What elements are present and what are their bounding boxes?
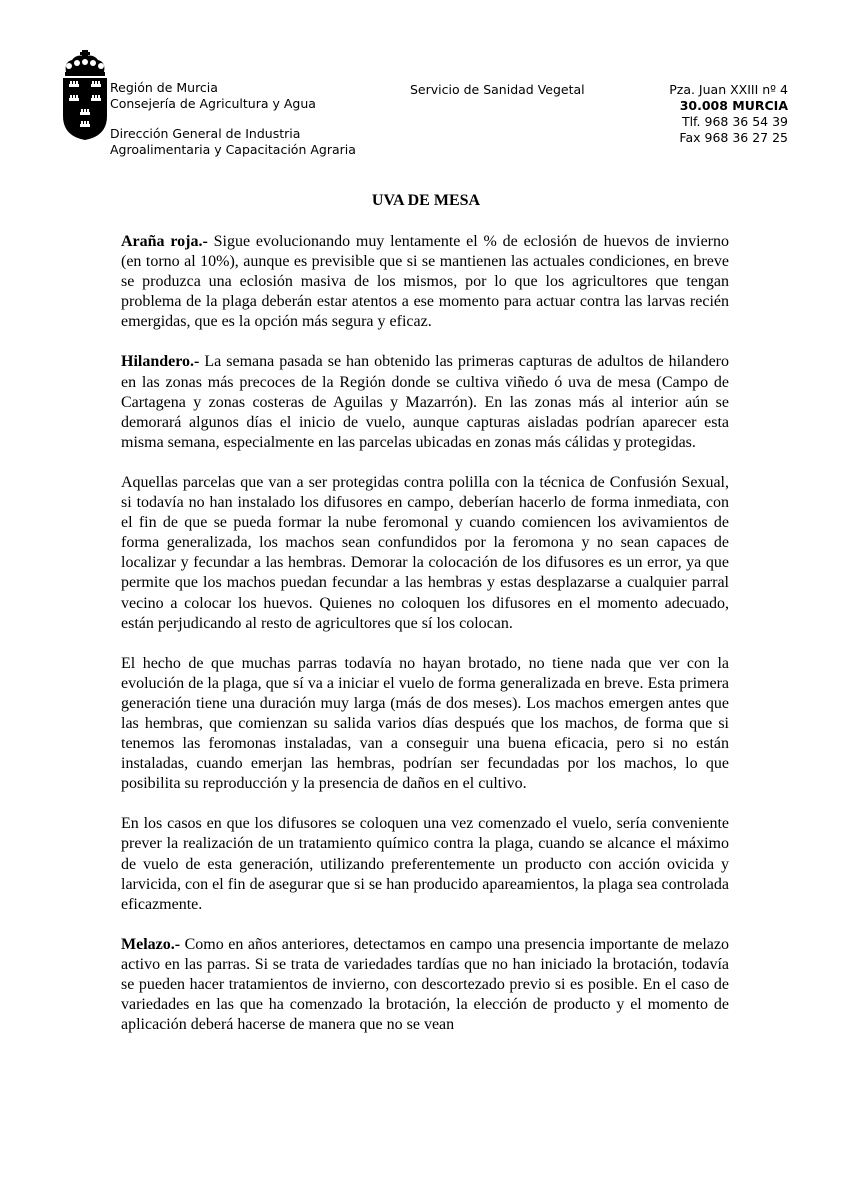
paragraph-text: Aquellas parcelas que van a ser protegidas contra polilla con la técnica de Confusión Sexual, si todavía no han instalado los difusores en campo, deberían hacerlo de forma inmediata, con el fin de que se pueda formar la nube feromonal y cuando comiencen los avivamientos de forma generalizada, los machos sean confundidos por la feromona y no sean capaces de localizar y fecundar a las hembras. Demorar la colocación de los difusores es un error, ya que permite que los machos puedan fecundar a las hembras y estas desplazarse a cualquier parral vecino a colocar los huevos. Quienes no coloquen los difusores en el momento adecuado, están perjudicando al resto de agricultores que sí los colocan. bbox=[121, 473, 729, 632]
address-block bbox=[669, 82, 788, 146]
directorate-block bbox=[110, 126, 356, 158]
directorate-line-1: Dirección General de Industria bbox=[110, 126, 301, 141]
paragraph-melazo bbox=[121, 935, 729, 1035]
document-body bbox=[121, 232, 729, 1055]
organization-block bbox=[110, 80, 316, 112]
coat-of-arms-icon bbox=[60, 50, 110, 142]
org-department: Consejería de Agricultura y Agua bbox=[110, 96, 316, 111]
paragraph-heading: Araña roja.- bbox=[121, 233, 208, 250]
paragraph-text: Como en años anteriores, detectamos en campo una presencia importante de melazo activo en las parras. Si se trata de variedades tardías que no han iniciado la brotación, todavía se pueden hacer tratamientos de invierno, con descortezado previo si es posible. En el caso de variedades en las que ha comenzado la brotación, la elección de producto y el momento de aplicación deberá hacerse de manera que no se vean bbox=[121, 935, 729, 1034]
paragraph-text: En los casos en que los difusores se coloquen una vez comenzado el vuelo, sería conveniente prever la realización de un tratamiento químico contra la plaga, cuando se alcance el máximo de vuelo de esta generación, utilizando preferentemente un producto con acción ovicida y larvicida, con el fin de asegurar que si se han producido apareamientos, la plaga sea controlada eficazmente. bbox=[121, 815, 729, 913]
paragraph-arana-roja bbox=[121, 232, 729, 332]
paragraph-heading: Melazo.- bbox=[121, 935, 181, 953]
paragraph-brotacion bbox=[121, 654, 729, 795]
org-name: Región de Murcia bbox=[110, 80, 218, 95]
paragraph-hilandero bbox=[121, 352, 729, 452]
paragraph-text: Sigue evolucionando muy lentamente el % de eclosión de huevos de invierno (en torno al 10%), aunque es previsible que si se mantienen las actuales condiciones, en breve se produzca una eclosión masiva de los mismos, por lo que los agricultores que tengan problema de la plaga deberán estar atentos a ese momento para actuar contra las larvas recién emergidas, que es la opción más segura y eficaz. bbox=[121, 233, 730, 331]
document-title: UVA DE MESA bbox=[371, 192, 481, 209]
address-city: 30.008 MURCIA bbox=[679, 98, 788, 113]
directorate-line-2: Agroalimentaria y Capacitación Agraria bbox=[110, 142, 356, 157]
paragraph-text: El hecho de que muchas parras todavía no hayan brotado, no tiene nada que ver con la evolución de la plaga, que sí va a iniciar el vuelo de forma generalizada en breve. Esta primera generación tiene una duración muy larga (más de dos meses). Los machos emergen antes que las hembras, que comienzan su salida varios días después que los machos, de forma que si tenemos las feromonas instaladas, van a conseguir una buena eficacia, pero si no están instaladas, cuando emerjan las hembras, podrían ser fecundadas por los machos, lo que posibilita su reproducción y la presencia de daños en el cultivo. bbox=[121, 654, 729, 793]
address-fax: Fax 968 36 27 25 bbox=[679, 130, 788, 145]
paragraph-text: La semana pasada se han obtenido las primeras capturas de adultos de hilandero en las zonas más precoces de la Región donde se cultiva viñedo ó uva de mesa (Campo de Cartagena y zonas costeras de Aguilas y Mazarrón). En las zonas más al interior aún se demorará algunos días el inicio de vuelo, aunque capturas aisladas podrían aparecer esta misma semana, especialmente en las parcelas ubicadas en zonas más cálidas y protegidas. bbox=[121, 353, 729, 451]
paragraph-heading: Hilandero.- bbox=[121, 353, 200, 371]
service-name: Servicio de Sanidad Vegetal bbox=[410, 82, 585, 97]
address-phone: Tlf. 968 36 54 39 bbox=[681, 114, 788, 129]
paragraph-tratamiento bbox=[121, 814, 729, 914]
address-street: Pza. Juan XXIII nº 4 bbox=[669, 82, 788, 97]
paragraph-confusion-sexual bbox=[121, 473, 729, 634]
